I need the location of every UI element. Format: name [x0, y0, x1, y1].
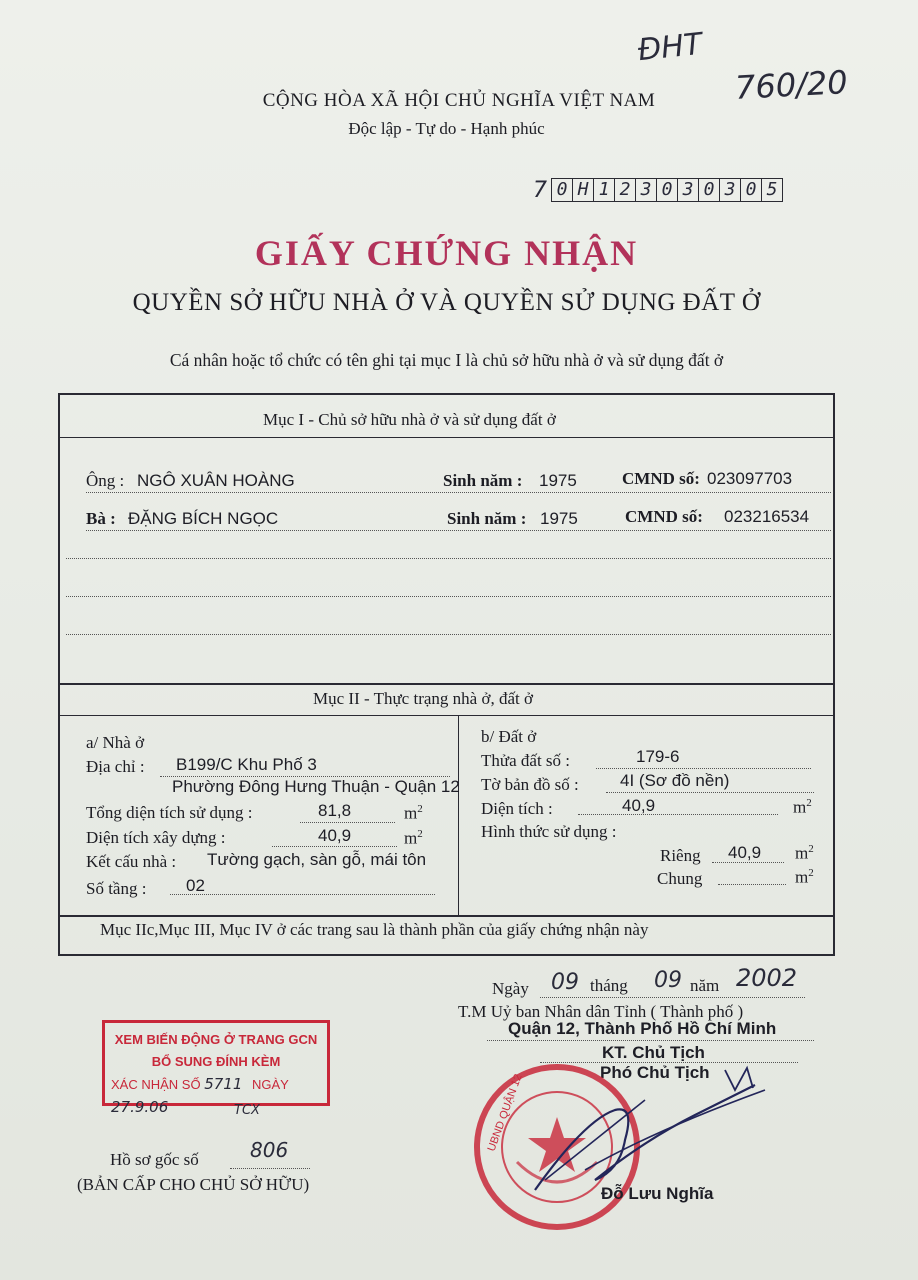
- dotted-line: [712, 862, 784, 863]
- owner-birth-label: Sinh năm :: [443, 471, 523, 490]
- private-area: 40,9: [728, 843, 762, 862]
- authority-name: Quận 12, Thành Phố Hồ Chí Minh: [508, 1019, 777, 1038]
- divider: [458, 715, 459, 915]
- dotted-line: [487, 1040, 814, 1041]
- divider: [60, 437, 833, 438]
- signer-name: Đỗ Lưu Nghĩa: [601, 1184, 714, 1203]
- owner-id: 023097703: [707, 469, 793, 488]
- serial-number: [533, 178, 783, 202]
- land-heading: b/ Đất ở: [481, 727, 537, 746]
- dotted-line: [66, 596, 831, 597]
- address-label: Địa chỉ :: [86, 757, 145, 776]
- certificate-title: GIẤY CHỨNG NHẬN: [254, 233, 639, 273]
- serial-digit: 5: [766, 179, 778, 200]
- built-area-unit: [404, 828, 423, 849]
- serial-digit: 0: [657, 179, 678, 201]
- dotted-line: [578, 814, 778, 815]
- structure: Tường gạch, sàn gỗ, mái tôn: [207, 850, 427, 869]
- corner-note-number: 760/20: [734, 63, 849, 107]
- floors: 02: [186, 876, 205, 895]
- date-year-label: năm: [690, 976, 720, 995]
- serial-digit: 3: [636, 179, 657, 201]
- date-day-label: Ngày: [492, 979, 529, 998]
- serial-digit: H: [573, 179, 594, 201]
- land-area: 40,9: [622, 796, 656, 815]
- owner-birth-year: 1975: [540, 509, 578, 528]
- unit-exp: 2: [808, 867, 814, 879]
- date-month: 09: [654, 968, 682, 993]
- total-area: 81,8: [318, 801, 352, 820]
- dotted-line: [170, 894, 435, 895]
- stamp-line-3: [105, 1073, 327, 1119]
- dotted-line: [596, 768, 811, 769]
- dotted-line: [300, 822, 395, 823]
- owner-id-label: CMND số:: [625, 507, 703, 526]
- private-unit: [795, 843, 814, 864]
- signature-initials: [725, 1068, 753, 1090]
- land-area-unit: [793, 797, 812, 818]
- owner-name: ĐẶNG BÍCH NGỌC: [128, 509, 279, 528]
- serial-digit: 2: [615, 179, 636, 201]
- signature-flourish: [545, 1090, 765, 1180]
- certificate-intro: Cá nhân hoặc tổ chức có tên ghi tại mục I là chủ sở hữu nhà ở và sử dụng đất ở: [169, 350, 724, 370]
- unit-exp: 2: [808, 843, 814, 855]
- unit-exp: 2: [806, 797, 812, 809]
- stamp-confirm-label: XÁC NHẬN SỐ: [111, 1077, 201, 1092]
- footer-note: Mục IIc,Mục III, Mục IV ở các trang sau là thành phần của giấy chứng nhận này: [100, 920, 649, 939]
- unit: m: [404, 803, 418, 823]
- copy-note: (BẢN CẤP CHO CHỦ SỞ HỮU): [77, 1175, 310, 1194]
- serial-digit: 3: [720, 179, 741, 201]
- serial-digit: 0: [741, 179, 762, 201]
- use-form-label: Hình thức sử dụng :: [481, 822, 617, 841]
- owner-name: NGÔ XUÂN HOÀNG: [137, 471, 295, 490]
- structure-label: Kết cấu nhà :: [86, 852, 177, 871]
- nation-motto: Độc lập - Tự do - Hạnh phúc: [348, 119, 545, 138]
- stamp-initials: TCX: [234, 1103, 260, 1118]
- dotted-line: [66, 634, 831, 635]
- dotted-line: [540, 997, 805, 998]
- map: 4I (Sơ đồ nền): [620, 771, 730, 790]
- address-line2: Phường Đông Hưng Thuận - Quận 12: [172, 777, 460, 796]
- certificate-subtitle: QUYỀN SỞ HỮU NHÀ Ở VÀ QUYỀN SỬ DỤNG ĐẤT Ở: [132, 289, 761, 316]
- total-area-unit: [404, 803, 423, 824]
- shared-label: Chung: [657, 869, 703, 888]
- nation-header: CỘNG HÒA XÃ HỘI CHỦ NGHĨA VIỆT NAM: [262, 90, 656, 111]
- dotted-line: [606, 792, 814, 793]
- dotted-line: [718, 884, 786, 885]
- serial-digit: 0: [552, 179, 573, 201]
- house-heading: a/ Nhà ở: [86, 733, 145, 752]
- unit-exp: 2: [417, 828, 423, 840]
- serial-lead: 7: [533, 177, 547, 203]
- serial-digit: 1: [594, 179, 615, 201]
- dotted-line: [230, 1168, 310, 1169]
- unit: m: [795, 867, 809, 887]
- stamp-confirm-no: 5711: [204, 1075, 243, 1093]
- private-label: Riêng: [660, 846, 701, 865]
- dotted-line: [86, 530, 831, 531]
- stamp-date-label: NGÀY: [252, 1077, 289, 1092]
- dotted-line: [272, 846, 397, 847]
- file-number: 806: [250, 1138, 289, 1162]
- stamp-date: 27.9.06: [111, 1098, 169, 1116]
- role-1: KT. Chủ Tịch: [602, 1043, 705, 1062]
- serial-digit: 3: [678, 179, 699, 201]
- built-area: 40,9: [318, 826, 352, 845]
- dotted-line: [66, 558, 831, 559]
- total-area-label: Tổng diện tích sử dụng :: [86, 803, 253, 822]
- section2-heading: Mục II - Thực trạng nhà ở, đất ở: [313, 689, 533, 708]
- authority: T.M Uỷ ban Nhân dân Tỉnh ( Thành phố ): [458, 1002, 744, 1021]
- owner-birth-year: 1975: [539, 471, 577, 490]
- stamp-line-2: BỔ SUNG ĐÍNH KÈM: [151, 1054, 281, 1069]
- dotted-line: [86, 492, 831, 493]
- corner-note-dht: ĐHT: [636, 26, 704, 69]
- owner-title: Bà :: [86, 509, 116, 528]
- unit-exp: 2: [417, 803, 423, 815]
- floors-label: Số tầng :: [86, 879, 147, 898]
- unit: m: [793, 797, 807, 817]
- shared-unit: [795, 867, 814, 888]
- address-line1: B199/C Khu Phố 3: [176, 755, 317, 774]
- unit: m: [404, 828, 418, 848]
- file-label: Hồ sơ gốc số: [110, 1150, 199, 1169]
- owner-id: 023216534: [724, 507, 810, 526]
- land-area-label: Diện tích :: [481, 799, 553, 818]
- role-2: Phó Chủ Tịch: [600, 1063, 710, 1082]
- date-day: 09: [551, 970, 579, 995]
- date-month-label: tháng: [590, 976, 628, 995]
- map-label: Tờ bản đồ số :: [481, 775, 579, 794]
- section1-heading: Mục I - Chủ sở hữu nhà ở và sử dụng đất ở: [263, 410, 556, 429]
- date-year: 2002: [736, 964, 798, 992]
- built-area-label: Diện tích xây dựng :: [86, 828, 226, 847]
- serial-digit: 0: [699, 179, 720, 201]
- owner-title: Ông :: [86, 471, 125, 490]
- divider: [60, 915, 833, 917]
- owner-birth-label: Sinh năm :: [447, 509, 527, 528]
- stamp-line-1: XEM BIẾN ĐỘNG Ở TRANG GCN: [114, 1032, 318, 1047]
- seal-text: UBND QUẬN 12: [485, 1072, 525, 1154]
- divider: [60, 715, 833, 716]
- divider: [60, 683, 833, 685]
- parcel: 179-6: [636, 747, 680, 766]
- serial-boxes: [551, 178, 783, 202]
- owner-id-label: CMND số:: [622, 469, 700, 488]
- unit: m: [795, 843, 809, 863]
- parcel-label: Thửa đất số :: [481, 751, 571, 770]
